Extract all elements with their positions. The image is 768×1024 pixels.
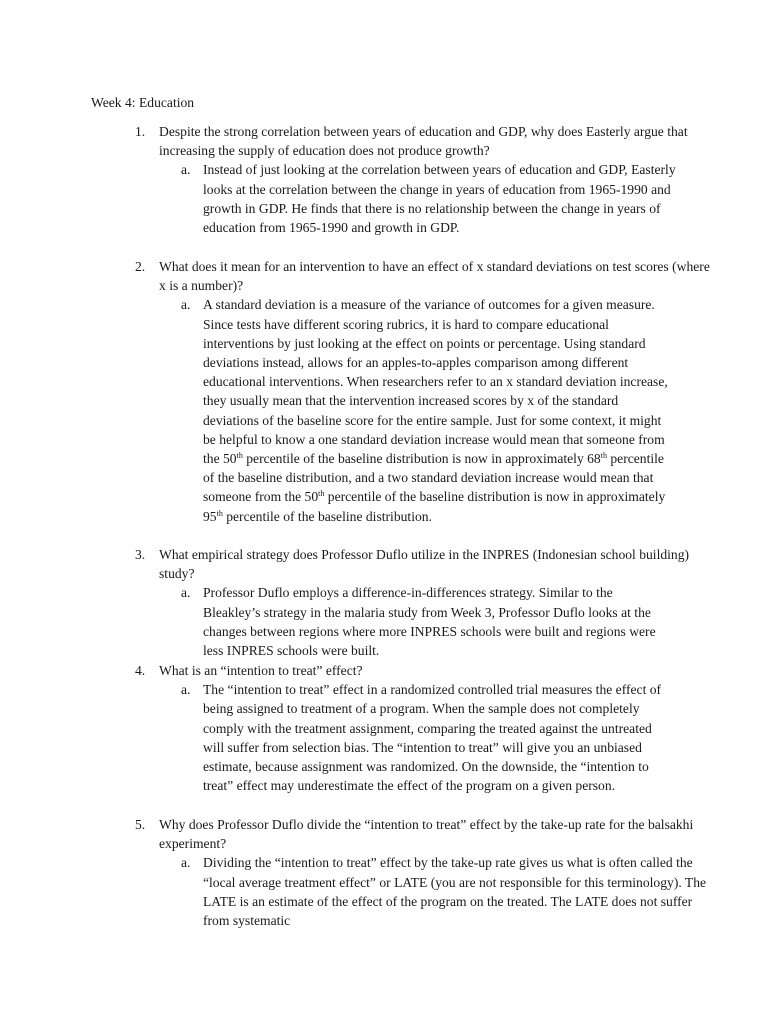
question-number: 4. <box>135 663 146 678</box>
question-2 <box>135 257 715 526</box>
question-text: What does it mean for an intervention to have an effect of x standard deviations on test scores (where x is a number)? <box>159 259 710 294</box>
question-number: 2. <box>135 259 146 274</box>
question-3 <box>135 545 715 660</box>
question-number: 5. <box>135 817 146 832</box>
question-number: 1. <box>135 124 146 139</box>
answer-text: Instead of just looking at the correlation between years of education and GDP, Easterly looks at the correlation between the change in years of education from 1965-1990 and growth in GDP. He finds that there is no relationship between the change in years of education from 1965-1990 and growth in GDP. <box>203 162 676 236</box>
answer-4 <box>181 680 715 795</box>
ordinal-suffix: th <box>236 451 243 461</box>
answer-text-part: percentile of the baseline distribution, and a two standard deviation increase would mean that someone from the 50 <box>203 451 664 505</box>
answer-text-part: A standard deviation is a measure of the variance of outcomes for a given measure. Since tests have different scoring rubrics, it is hard to compare educational interventions by just looking at the effect on points or percentage. Using standard deviations instead, allows for an apples-to-apples comparison among different educational interventions. When researchers refer to an x standard deviation increase, they usually mean that the intervention increased scores by x of the standard deviations of the baseline score for the entire sample. Just for some context, it might be helpful to know a one standard deviation increase would mean that someone from the 50 <box>203 297 668 467</box>
question-4 <box>135 661 715 795</box>
question-5 <box>135 815 715 930</box>
answer-2 <box>181 295 715 525</box>
ordinal-suffix: th <box>318 489 325 499</box>
question-1 <box>135 122 715 237</box>
answer-label: a. <box>181 297 191 313</box>
page-title: Week 4: Education <box>91 95 195 110</box>
question-text: What empirical strategy does Professor Duflo utilize in the INPRES (Indonesian school building) study? <box>159 547 690 582</box>
answer-label: a. <box>181 585 191 601</box>
ordinal-suffix: th <box>600 451 607 461</box>
answer-5 <box>181 853 715 930</box>
question-text: Despite the strong correlation between years of education and GDP, why does Easterly argue that increasing the supply of education does not produce growth? <box>159 124 688 159</box>
question-text: What is an “intention to treat” effect? <box>159 663 363 678</box>
answer-text-part: percentile of the baseline distribution is now in approximately 95 <box>203 489 666 524</box>
answer-text-part: percentile of the baseline distribution is now in approximately 68 <box>242 451 601 467</box>
answer-text: Dividing the “intention to treat” effect by the take-up rate gives us what is often called the “local average treatment effect” or LATE (you are not responsible for this terminology). The LATE is an estimate of the effect of the program on the treated. The LATE does not suffer from systematic <box>203 855 707 929</box>
answer-label: a. <box>181 855 191 871</box>
answer-text: The “intention to treat” effect in a randomized controlled trial measures the effect of being assigned to treatment of a program. When the sample does not completely comply with the treatment assignment, comparing the treated against the untreated will suffer from selection bias. The “intention to treat” will give you an unbiased estimate, because assignment was randomized. On the downside, the “intention to treat” effect may underestimate the effect of the program on a given person. <box>203 682 662 794</box>
question-text: Why does Professor Duflo divide the “intention to treat” effect by the take-up rate for the balsakhi experiment? <box>159 817 694 852</box>
question-number: 3. <box>135 547 146 562</box>
answer-text: Professor Duflo employs a difference-in-differences strategy. Similar to the Bleakley’s strategy in the malaria study from Week 3, Professor Duflo looks at the changes between regions where more INPRES schools were built and regions were less INPRES schools were built. <box>203 585 656 659</box>
answer-label: a. <box>181 162 191 178</box>
answer-1 <box>181 160 715 237</box>
answer-3 <box>181 583 715 660</box>
answer-text <box>203 295 673 525</box>
answer-text-part: percentile of the baseline distribution. <box>222 508 432 524</box>
answer-label: a. <box>181 682 191 698</box>
ordinal-suffix: th <box>216 508 223 518</box>
